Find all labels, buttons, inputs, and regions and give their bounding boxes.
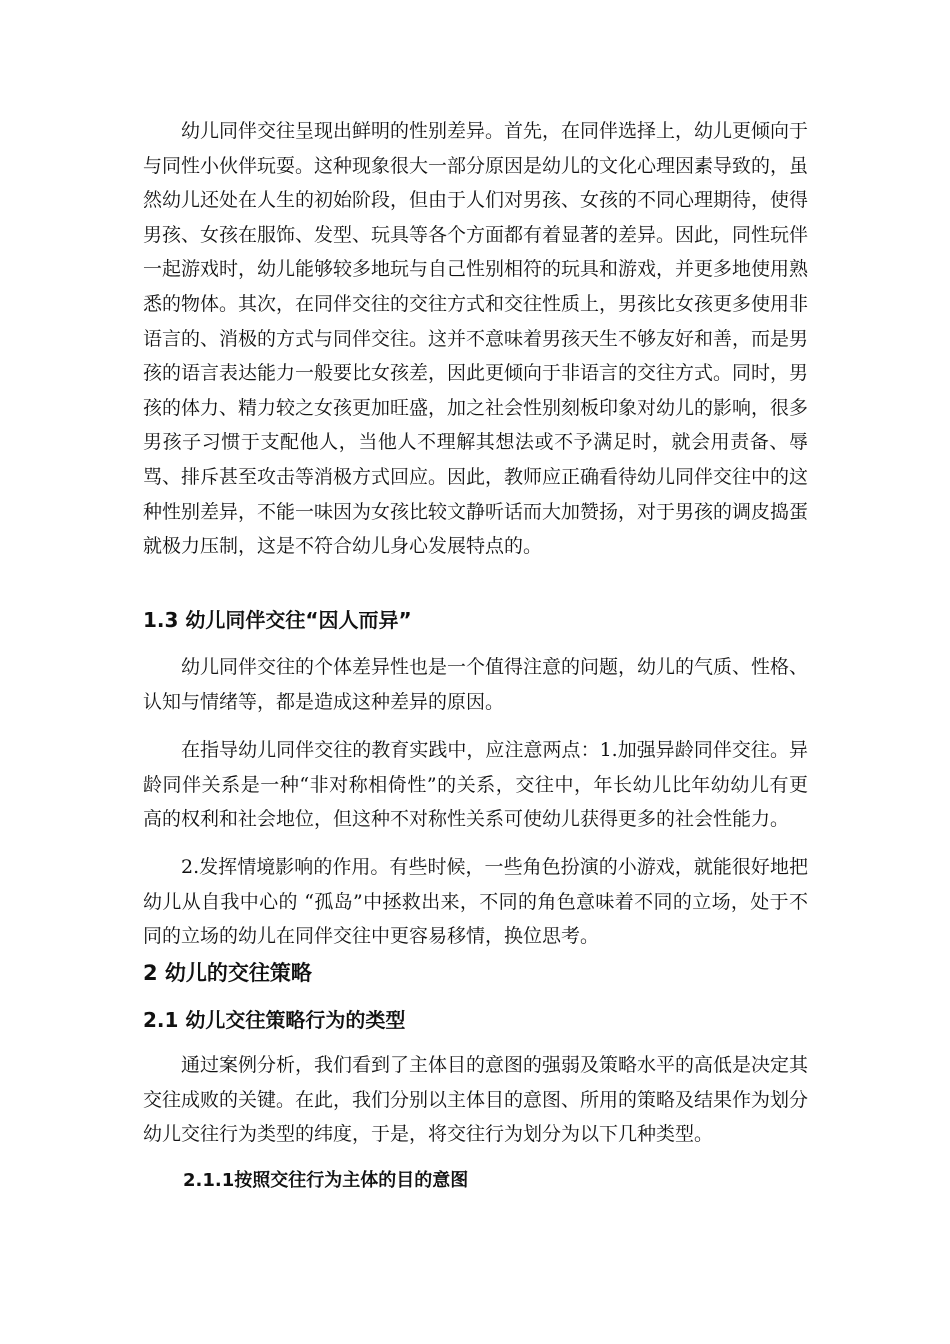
- section-heading-2: 2 幼儿的交往策略: [143, 961, 312, 985]
- section-heading-1-3: 1.3 幼儿同伴交往“因人而异”: [143, 608, 412, 632]
- paragraph-mixed-age-interaction: 在指导幼儿同伴交往的教育实践中，应注意两点：1.加强异龄同伴交往。异龄同伴关系是一种“非对称相倚性”的关系，交往中，年长幼儿比年幼幼儿有更高的权利和社会地位，但这种不对称性关系可使幼儿获得更多的社会性能力。: [143, 739, 808, 831]
- paragraph-situational-influence: 2.发挥情境影响的作用。有些时候，一些角色扮演的小游戏，就能很好地把幼儿从自我中心的 “孤岛”中拯救出来，不同的角色意味着不同的立场，处于不同的立场的幼儿在同伴交往中更容易移情，换位思考。: [143, 856, 808, 948]
- section-heading-2-1: 2.1 幼儿交往策略行为的类型: [143, 1008, 406, 1032]
- paragraph-individual-differences: 幼儿同伴交往的个体差异性也是一个值得注意的问题，幼儿的气质、性格、认知与情绪等，都是造成这种差异的原因。: [143, 656, 809, 713]
- paragraph-gender-differences: 幼儿同伴交往呈现出鲜明的性别差异。首先，在同伴选择上，幼儿更倾向于与同性小伙伴玩耍。这种现象很大一部分原因是幼儿的文化心理因素导致的，虽然幼儿还处在人生的初始阶段，但由于人们对男孩、女孩的不同心理期待，使得男孩、女孩在服饰、发型、玩具等各个方面都有着显著的差异。因此，同性玩伴一起游戏时，幼儿能够较多地玩与自己性别相符的玩具和游戏，并更多地使用熟悉的物体。其次，在同伴交往的交往方式和交往性质上，男孩比女孩更多使用非语言的、消极的方式与同伴交往。这并不意味着男孩天生不够友好和善，而是男孩的语言表达能力一般要比女孩差，因此更倾向于非语言的交往方式。同时，男孩的体力、精力较之女孩更加旺盛，加之社会性别刻板印象对幼儿的影响，很多男孩子习惯于支配他人，当他人不理解其想法或不予满足时，就会用责备、辱骂、排斥甚至攻击等消极方式回应。因此，教师应正确看待幼儿同伴交往中的这种性别差异，不能一味因为女孩比较文静听话而大加赞扬，对于男孩的调皮捣蛋就极力压制，这是不符合幼儿身心发展特点的。: [143, 120, 809, 558]
- section-heading-2-1-1: 2.1.1按照交往行为主体的目的意图: [183, 1170, 469, 1191]
- paragraph-case-analysis: 通过案例分析，我们看到了主体目的意图的强弱及策略水平的高低是决定其交往成败的关键。在此，我们分别以主体目的意图、所用的策略及结果作为划分幼儿交往行为类型的纬度，于是，将交往行为划分为以下几种类型。: [143, 1054, 809, 1146]
